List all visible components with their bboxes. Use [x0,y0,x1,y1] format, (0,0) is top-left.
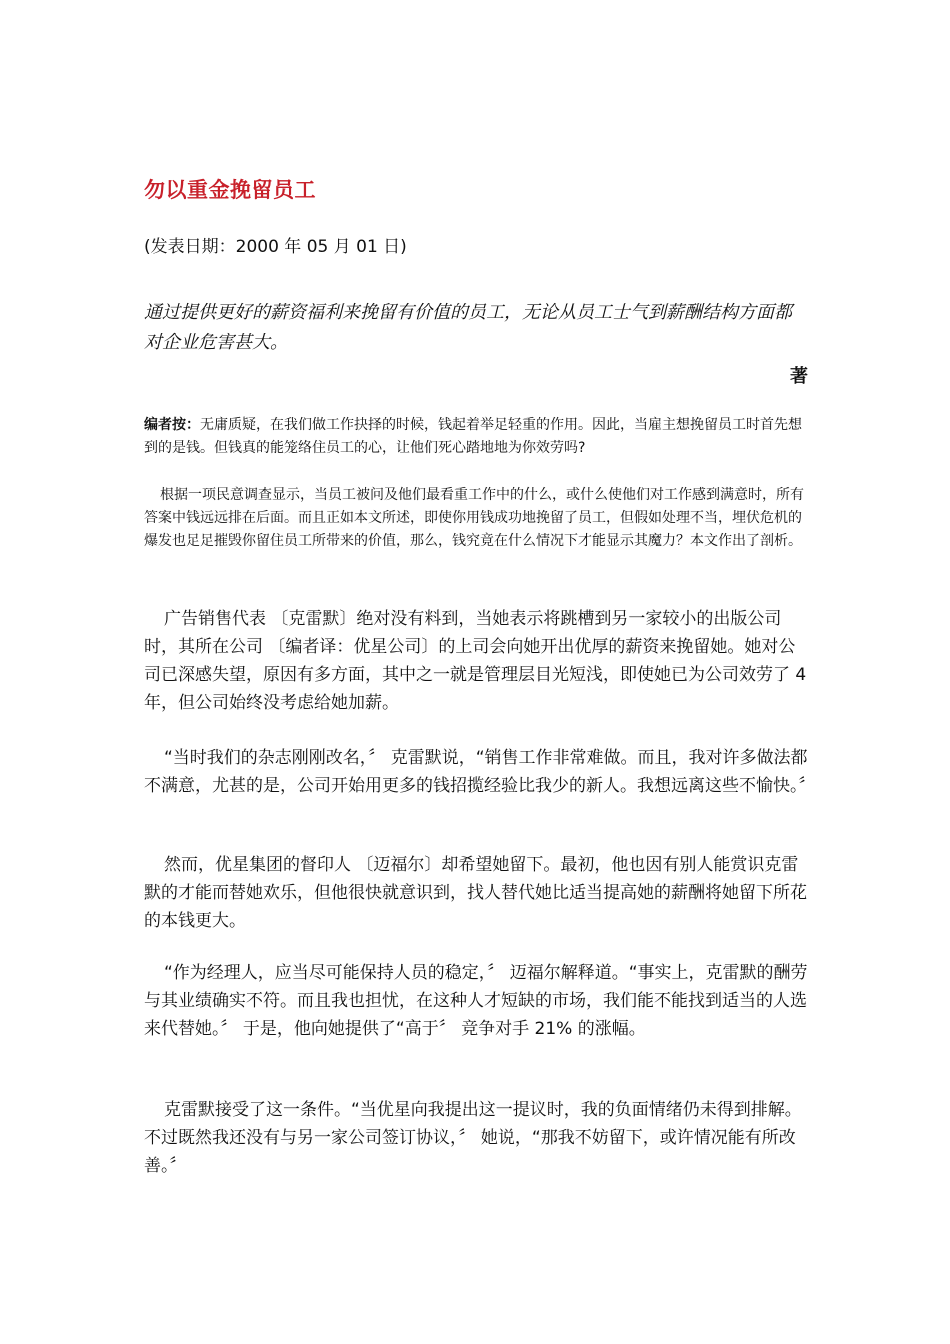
article-lead: 通过提供更好的薪资福利来挽留有价值的员工，无论从员工士气到薪酬结构方面都对企业危害甚大。 [144,302,792,353]
editor-note [144,414,808,460]
editor-note-label: 编者按： [144,417,200,433]
article-title: 勿以重金挽留员工 [144,178,316,202]
intro-paragraph: 根据一项民意调查显示，当员工被问及他们最看重工作中的什么，或什么使他们对工作感到满意时，所有答案中钱远远排在后面。而且正如本文所述，即使你用钱成功地挽留了员工，但假如处理不当，埋伏危机的爆发也足足摧毁你留住员工所带来的价值，那么，钱究竟在什么情况下才能显示其魔力？本文作出了剖析。 [144,487,804,549]
editor-note-text: 无庸质疑，在我们做工作抉择的时候，钱起着举足轻重的作用。因此，当雇主想挽留员工时首先想到的是钱。但钱真的能笼络住员工的心，让他们死心踏地地为你效劳吗? [144,417,802,456]
body-paragraph-4: “作为经理人，应当尽可能保持人员的稳定，〞 迈福尔解释道。“事实上，克雷默的酬劳与其业绩确实不符。而且我也担忧，在这种人才短缺的市场，我们能不能找到适当的人选来代替她。〞 于是，他向她提供了“高于〞 竞争对手 21% 的涨幅。 [144,963,808,1039]
publish-date: (发表日期：2000 年 05 月 01 日) [144,237,407,257]
body-paragraph-3: 然而，优星集团的督印人 〔迈福尔〕却希望她留下。最初，他也因有别人能赏识克雷默的才能而替她欢乐，但他很快就意识到，找人替代她比适当提高她的薪酬将她留下所花的本钱更大。 [144,855,807,931]
body-paragraph-5: 克雷默接受了这一条件。“当优星向我提出这一提议时，我的负面情绪仍未得到排解。不过既然我还没有与另一家公司签订协议，〞 她说，“那我不妨留下，或许情况能有所改善。〞 [144,1100,802,1176]
body-paragraph-1: 广告销售代表 〔克雷默〕绝对没有料到，当她表示将跳槽到另一家较小的出版公司时，其所在公司 〔编者译：优星公司〕的上司会向她开出优厚的薪资来挽留她。她对公司已深感失望，原因有多方面，其中之一就是管理层目光短浅，即使她已为公司效劳了 4 年，但公司始终没考虑给她加薪。 [144,609,807,713]
author-mark: 著 [790,366,808,387]
body-paragraph-2: “当时我们的杂志刚刚改名，〞 克雷默说，“销售工作非常难做。而且，我对许多做法都不满意，尤甚的是，公司开始用更多的钱招揽经验比我少的新人。我想远离这些不愉快。〞 [144,748,816,796]
